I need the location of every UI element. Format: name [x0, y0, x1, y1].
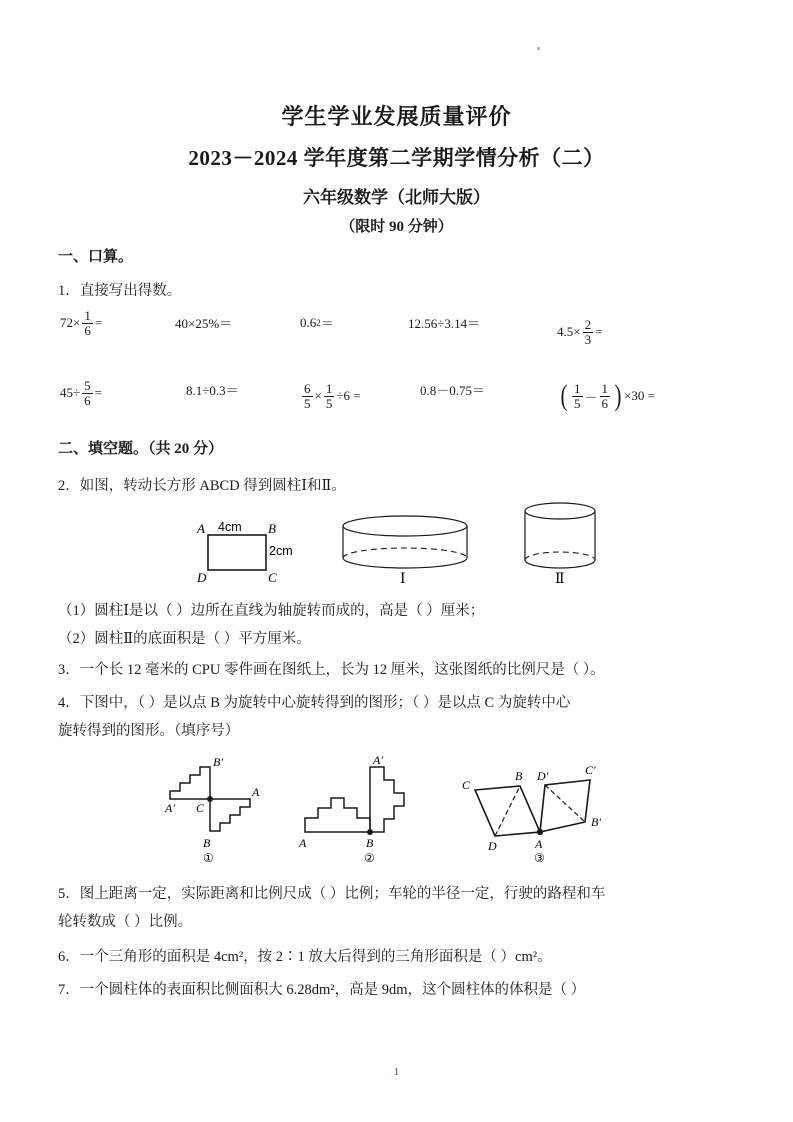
oral-expr-3-exponent: 2	[316, 317, 321, 328]
rotation-figure-1	[164, 755, 260, 865]
oral-expr-5	[557, 318, 602, 346]
oral-expr-8-denominator-1: 5	[304, 395, 311, 411]
figure-2-label-a-prime: A'	[373, 753, 383, 767]
cylinder-1	[343, 516, 467, 587]
dimension-right-label: 2cm	[269, 544, 293, 558]
oral-expr-8-fraction-2	[324, 382, 335, 410]
figure-3-diagonal-original	[495, 786, 520, 836]
oral-expr-6-fraction	[82, 379, 93, 407]
oral-expr-7: 8.1÷0.3＝	[186, 383, 239, 398]
figure-1-label-a-prime: A'	[165, 801, 175, 815]
figure-1-caption: ①	[203, 851, 214, 865]
oral-expr-10-tail: ×30 =	[624, 388, 655, 404]
rotation-figures-diagram	[155, 752, 655, 864]
oral-expr-4: 12.56÷3.14＝	[408, 316, 481, 331]
close-paren: )	[614, 379, 622, 413]
question-3: 3．一个长 12 毫米的 CPU 零件画在图纸上，长为 12 厘米，这张图纸的比例尺是（ ）。	[58, 662, 605, 678]
figure-3-label-c-prime: C'	[585, 763, 596, 777]
figure-2-caption: ②	[364, 851, 375, 865]
figure-2-shape-rotated	[370, 767, 404, 832]
oral-expr-5-lead: 4.5×	[557, 324, 581, 340]
rectangle-and-cylinders-diagram	[190, 505, 610, 595]
oral-expr-8	[300, 382, 361, 410]
figure-1-label-b: B	[203, 836, 211, 850]
oral-expr-8-operator: ×	[314, 388, 322, 404]
oral-expr-8-numerator-2: 1	[325, 381, 333, 396]
oral-expr-2: 40×25%＝	[175, 316, 233, 331]
oral-expr-10	[558, 379, 655, 413]
question-2-sub-2: （2）圆柱Ⅱ的底面积是（ ）平方厘米。	[58, 631, 311, 647]
figure-3-caption: ③	[534, 851, 545, 865]
rotation-figure-2	[298, 753, 404, 865]
oral-expr-5-numerator: 2	[584, 317, 592, 332]
oral-expr-10-fraction-2	[600, 382, 611, 410]
question-4-line-1: 4．下图中，（ ）是以点 B 为旋转中心旋转得到的图形；（ ）是以点 C 为旋转中心	[58, 695, 571, 711]
label-b: B	[268, 521, 276, 536]
oral-expr-8-tail: ÷6 =	[336, 388, 361, 404]
label-c: C	[268, 570, 277, 585]
oral-expr-1-lead: 72×	[60, 315, 81, 331]
figure-2-label-b: B	[366, 836, 374, 850]
oral-expr-10-denominator-1: 5	[574, 395, 581, 411]
oral-expr-1-tail: =	[94, 315, 103, 331]
oral-expr-5-denominator: 3	[584, 331, 592, 347]
figure-3-label-b-prime: B'	[591, 815, 601, 829]
oral-expr-3-base: 0.6	[300, 314, 317, 330]
figure-1-shape-original	[210, 799, 250, 831]
oral-expr-10-numerator-1: 1	[574, 381, 581, 396]
figure-1-rotation-center-point	[207, 796, 213, 802]
figure-2-label-a: A	[299, 836, 307, 850]
oral-expr-6-tail: =	[94, 385, 102, 401]
label-a: A	[197, 521, 205, 536]
oral-expr-8-fraction-1	[302, 382, 313, 410]
figure-1-label-b-prime: B'	[213, 755, 223, 769]
oral-expr-10-operator: －	[584, 389, 598, 405]
oral-expr-1-numerator: 1	[84, 308, 91, 323]
section-2-heading: 二、填空题。（共 20 分）	[58, 441, 224, 457]
question-4-figures	[155, 752, 655, 864]
subtitle-time-limit: （限时 90 分钟）	[340, 219, 453, 235]
oral-expr-10-denominator-2: 6	[601, 395, 609, 411]
cylinder-2	[525, 503, 595, 587]
question-4-line-2: 旋转得到的图形。（填序号）	[58, 723, 240, 739]
oral-expr-5-tail: =	[595, 324, 603, 340]
question-5-line-1: 5．图上距离一定，实际距离和比例尺成（ ）比例；车轮的半径一定，行驶的路程和车	[58, 886, 606, 902]
question-6: 6．一个三角形的面积是 4cm²，按 2∶1 放大后得到的三角形面积是（ ）cm²。	[58, 949, 552, 965]
open-paren: (	[560, 379, 568, 413]
oral-expr-8-numerator-1: 6	[304, 381, 311, 396]
oral-expr-1	[60, 309, 102, 337]
question-2-figure	[190, 505, 610, 595]
dimension-top-label: 4cm	[218, 520, 242, 534]
figure-3-diagonal-rotated	[545, 785, 585, 822]
figure-3-rotation-center-point	[537, 829, 543, 835]
page-number: 1	[393, 1066, 400, 1078]
question-5-line-2: 轮转数成（ ）比例。	[58, 914, 193, 930]
figure-3-label-d: D	[488, 839, 497, 853]
oral-expr-9: 0.8－0.75＝	[420, 383, 486, 398]
oral-expr-6-lead: 45÷	[60, 385, 81, 401]
question-1-label: 1．直接写出得数。	[58, 283, 182, 299]
figure-1-label-c: C	[196, 801, 205, 815]
figure-3-label-a: A	[535, 837, 543, 851]
figure-3-label-c: C	[462, 778, 471, 792]
cylinder-2-caption: Ⅱ	[555, 572, 565, 587]
figure-2-rotation-center-point	[367, 829, 373, 835]
oral-expr-6	[60, 379, 102, 407]
question-2-sub-1: （1）圆柱Ⅰ是以（ ）边所在直线为轴旋转而成的，高是（ ）厘米；	[58, 603, 485, 619]
subtitle-academic-year: 2023－2024 学年度第二学期学情分析（二）	[188, 146, 605, 170]
figure-3-label-d-prime: D'	[537, 769, 549, 783]
figure-2-shape-original	[305, 798, 370, 832]
section-1-heading: 一、口算。	[58, 249, 134, 265]
figure-3-label-b: B	[515, 769, 523, 783]
oral-expr-1-fraction	[82, 309, 93, 337]
oral-expr-10-fraction-1	[572, 382, 583, 410]
page-title: 学生学业发展质量评价	[281, 104, 512, 129]
oral-expr-10-numerator-2: 1	[601, 381, 609, 396]
oral-expr-3	[300, 313, 334, 332]
label-d: D	[197, 570, 207, 585]
oral-expr-5-fraction	[583, 318, 594, 346]
figure-1-label-a: A	[252, 785, 260, 799]
corner-mark	[537, 47, 540, 50]
rectangle-abcd	[208, 535, 266, 570]
oral-expr-1-denominator: 6	[84, 322, 91, 338]
figure-1-shape-rotated	[170, 767, 210, 799]
oral-expr-6-numerator: 5	[84, 378, 91, 393]
question-2-stem: 2．如图，转动长方形 ABCD 得到圆柱Ⅰ和Ⅱ。	[58, 478, 346, 494]
oral-expr-8-denominator-2: 5	[325, 395, 333, 411]
subtitle-grade-subject: 六年级数学（北师大版）	[303, 188, 490, 207]
cylinder-1-caption: Ⅰ	[400, 572, 406, 587]
question-7: 7．一个圆柱体的表面积比侧面积大 6.28dm²，高是 9dm，这个圆柱体的体积是（ ）	[58, 982, 586, 998]
oral-expr-6-denominator: 6	[84, 392, 91, 408]
rotation-figure-3	[462, 763, 601, 865]
oral-expr-3-tail: ＝	[320, 316, 334, 331]
